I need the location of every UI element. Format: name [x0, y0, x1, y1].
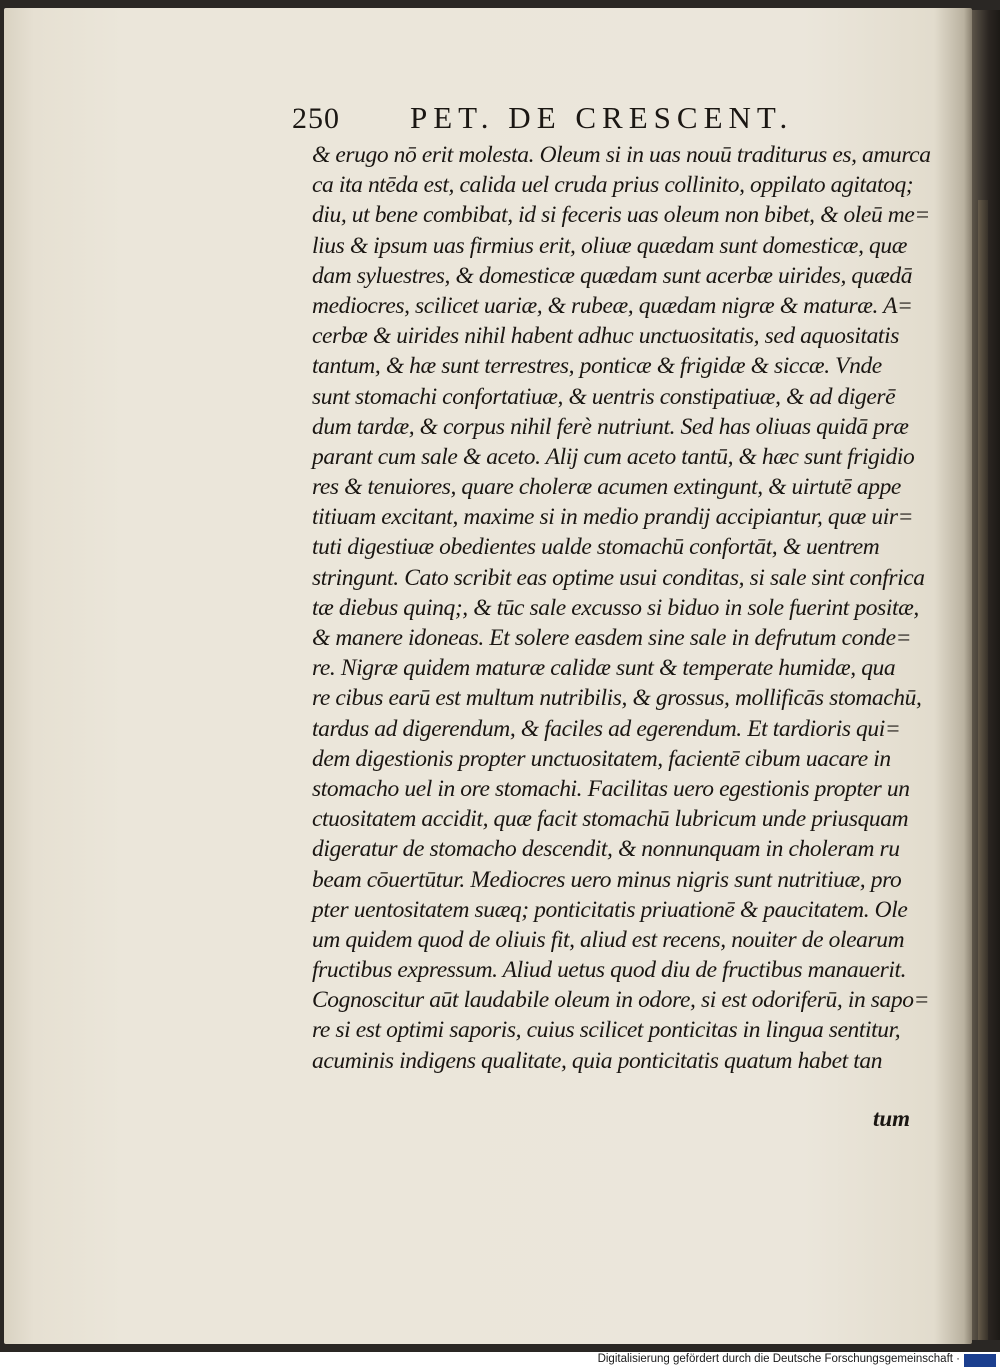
text-line: res & tenuiores, quare choleræ acumen extingunt, & uirtutē appe: [312, 474, 901, 501]
text-line: fructibus expressum. Aliud uetus quod diu de fructibus manauerit.: [312, 957, 907, 984]
text-line: digeratur de stomacho descendit, & nonnunquam in choleram ru: [312, 836, 900, 863]
text-line: stomacho uel in ore stomachi. Facilitas uero egestionis propter un: [312, 775, 910, 802]
text-line: re cibus earū est multum nutribilis, & grossus, mollificās stomachū,: [312, 685, 922, 712]
text-line: parant cum sale & aceto. Alij cum aceto tantū, & hæc sunt frigidio: [312, 443, 915, 470]
text-line: ctuositatem accidit, quæ facit stomachū lubricum unde priusquam: [312, 806, 909, 833]
text-line: lius & ipsum uas firmius erit, oliuæ quædam sunt domesticæ, quæ: [312, 232, 907, 259]
text-line: dam syluestres, & domesticæ quædam sunt acerbæ uirides, quædā: [312, 262, 913, 289]
text-line: titiuam excitant, maxime si in medio prandij accipiantur, quæ uir=: [312, 504, 914, 531]
text-line: re si est optimi saporis, cuius scilicet ponticitas in lingua sentitur,: [312, 1017, 901, 1044]
text-line: Cognoscitur aūt laudabile oleum in odore, si est odoriferū, in sapo=: [312, 987, 930, 1014]
text-line: pter uentositatem suæq; ponticitatis priuationē & paucitatem. Ole: [312, 896, 908, 923]
catchword: tum: [873, 1106, 911, 1131]
text-line: beam cōuertūtur. Mediocres uero minus nigris sunt nutritiuæ, pro: [312, 866, 902, 893]
text-line: & manere idoneas. Et solere easdem sine sale in defrutum conde=: [312, 625, 912, 651]
text-line: tardus ad digerendum, & faciles ad egerendum. Et tardioris qui=: [312, 715, 901, 742]
binding-strip: [978, 200, 988, 1340]
dfg-logo-icon: [964, 1354, 996, 1367]
text-line: diu, ut bene combibat, id si feceris uas oleum non bibet, & oleū me=: [312, 202, 930, 229]
text-line: tantum, & hæ sunt terrestres, ponticæ & frigidæ & siccæ. Vnde: [312, 353, 882, 380]
text-line: mediocres, scilicet uariæ, & rubeæ, quædam nigræ & maturæ. A=: [312, 292, 913, 319]
running-head: PET. DE CRESCENT.: [410, 100, 794, 135]
text-line: acuminis indigens qualitate, quia ponticitatis quatum habet tan: [312, 1047, 883, 1074]
text-line: dem digestionis propter unctuositatem, facientē cibum uacare in: [312, 745, 891, 772]
text-line: um quidem quod de oliuis fit, aliud est recens, nouiter de olearum: [312, 926, 905, 953]
text-line: stringunt. Cato scribit eas optime usui conditas, si sale sint confrica: [312, 564, 925, 591]
page-number: 250: [292, 102, 340, 135]
text-line: re. Nigræ quidem maturæ calidæ sunt & temperate humidæ, qua: [312, 655, 896, 682]
text-line: tæ diebus quinq;, & tūc sale excusso si biduo in sole fuerint positæ,: [312, 594, 919, 621]
text-line: & erugo nō erit molesta. Oleum si in uas nouū traditurus es, amurca: [312, 142, 931, 168]
text-line: cerbæ & uirides nihil habent adhuc unctuositatis, sed aquositatis: [312, 323, 899, 350]
body-text: [312, 140, 932, 1076]
text-line: ca ita ntēda est, calida uel cruda prius collinito, oppilato agitatoq;: [312, 172, 914, 199]
page-header: [292, 100, 852, 140]
footer-bar: [0, 1352, 1000, 1369]
text-line: dum tardæ, & corpus nihil ferè nutriunt. Sed has oliuas quidā præ: [312, 413, 909, 440]
text-line: tuti digestiuæ obedientes ualde stomachū confortāt, & uentrem: [312, 534, 880, 561]
funding-credit: Digitalisierung gefördert durch die Deutsche Forschungsgemeinschaft ·: [597, 1353, 960, 1365]
text-line: sunt stomachi confortatiuæ, & uentris constipatiuæ, & ad digerē: [312, 383, 896, 410]
